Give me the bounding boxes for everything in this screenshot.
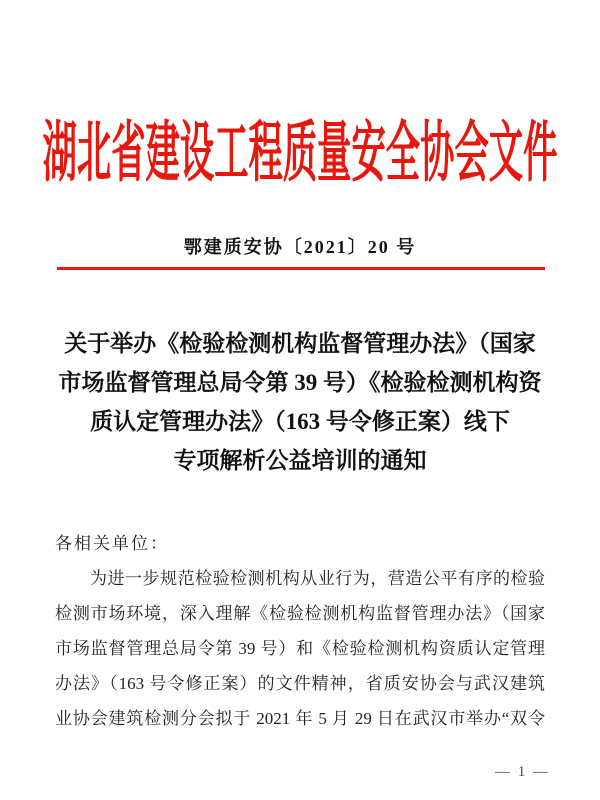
notice-title-line-1: 关于举办《检验检测机构监督管理办法》（国家 — [64, 331, 536, 356]
paragraph-line: 业协会建筑检测分会拟于 2021 年 5 月 29 日在武汉市举办“双令 — [55, 709, 545, 728]
salutation: 各相关单位： — [55, 534, 169, 553]
body-text — [55, 526, 545, 736]
paragraph-line: 办法》（163 号令修正案）的文件精神，省质安协会与武汉建筑 — [55, 674, 545, 693]
notice-title-line-3: 质认定管理办法》（163 号令修正案）线下 — [90, 409, 510, 434]
paragraph-line: 市场监督管理总局令第 39 号）和《检验检测机构资质认定管理 — [55, 639, 545, 658]
red-divider-line — [57, 267, 545, 270]
notice-title — [30, 324, 570, 480]
paragraph-line: 检测市场环境，深入理解《检验检测机构监督管理办法》（国家 — [55, 604, 545, 623]
notice-title-line-4: 专项解析公益培训的通知 — [173, 448, 427, 473]
notice-title-line-2: 市场监督管理总局令第 39 号）《检验检测机构资 — [58, 370, 542, 395]
organization-title: 湖北省建设工程质量安全协会文件 — [42, 117, 558, 190]
paragraph-line: 为进一步规范检验检测机构从业行为，营造公平有序的检验 — [90, 569, 545, 588]
letterhead — [0, 118, 600, 191]
page-number: — 1 — — [495, 764, 550, 780]
document-number: 鄂建质安协〔2021〕20 号 — [183, 237, 417, 257]
